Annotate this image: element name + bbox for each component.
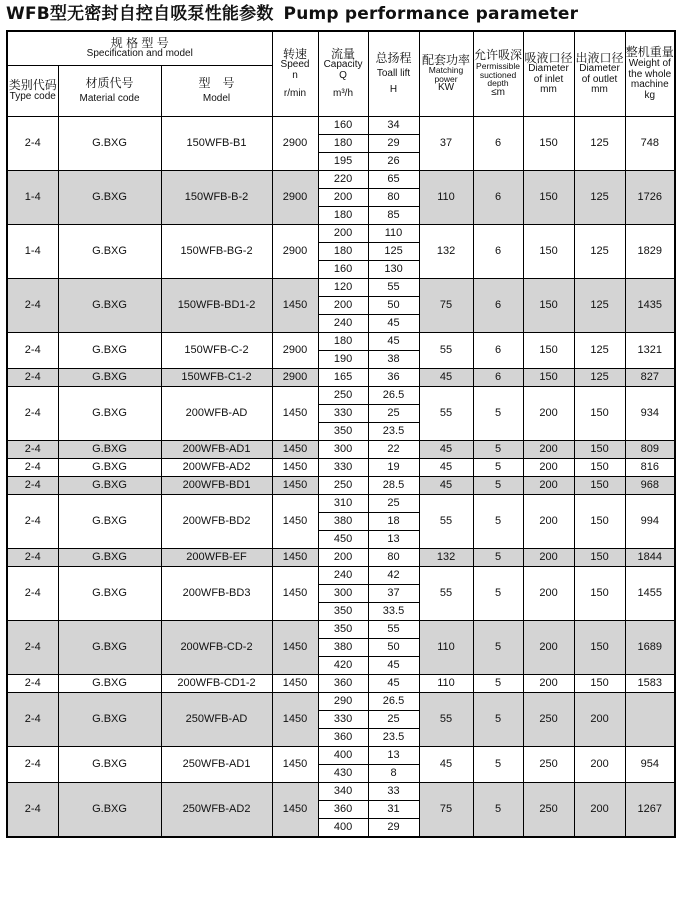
power-cell: 132: [419, 224, 473, 278]
table-row: [7, 386, 675, 404]
speed-cell: 2900: [272, 116, 318, 170]
outlet-header: 出液口径 Diameter of outlet mm: [574, 31, 625, 116]
capacity-cell: 330: [318, 710, 368, 728]
speed-cell: 1450: [272, 674, 318, 692]
suction-depth-cell: 5: [473, 692, 523, 746]
capacity-cell: 300: [318, 584, 368, 602]
title-zh: WFB型无密封自控自吸泵性能参数: [6, 4, 274, 24]
weight-cell: [625, 692, 675, 746]
suction-depth-cell: 6: [473, 224, 523, 278]
speed-cell: 1450: [272, 620, 318, 674]
suction-depth-cell: 5: [473, 620, 523, 674]
model-cell: 200WFB-BD1: [161, 476, 272, 494]
type-code-header: 类别代码 Type code: [7, 65, 58, 116]
speed-cell: 1450: [272, 458, 318, 476]
lift-cell: 25: [368, 494, 419, 512]
capacity-cell: 180: [318, 242, 368, 260]
speed-cell: 1450: [272, 782, 318, 837]
inlet-diameter-cell: 250: [523, 692, 574, 746]
weight-cell: 827: [625, 368, 675, 386]
lift-cell: 37: [368, 584, 419, 602]
lift-cell: 33.5: [368, 602, 419, 620]
outlet-diameter-cell: 150: [574, 458, 625, 476]
weight-cell: 1726: [625, 170, 675, 224]
table-row: [7, 746, 675, 764]
speed-cell: 2900: [272, 170, 318, 224]
table-row: [7, 368, 675, 386]
table-row: [7, 476, 675, 494]
outlet-diameter-cell: 150: [574, 476, 625, 494]
weight-cell: 748: [625, 116, 675, 170]
suction-depth-cell: 5: [473, 476, 523, 494]
speed-cell: 2900: [272, 368, 318, 386]
capacity-cell: 240: [318, 314, 368, 332]
capacity-cell: 380: [318, 638, 368, 656]
lift-cell: 26.5: [368, 692, 419, 710]
power-cell: 37: [419, 116, 473, 170]
title-en: Pump performance parameter: [283, 4, 579, 24]
model-cell: 200WFB-BD2: [161, 494, 272, 548]
material-code-cell: G.BXG: [58, 494, 161, 548]
speed-cell: 1450: [272, 476, 318, 494]
material-code-header: 材质代号 Material code: [58, 65, 161, 116]
lift-cell: 130: [368, 260, 419, 278]
inlet-header: 吸液口径 Diameter of inlet mm: [523, 31, 574, 116]
lift-cell: 45: [368, 332, 419, 350]
outlet-diameter-cell: 125: [574, 224, 625, 278]
type-code-cell: 1-4: [7, 170, 58, 224]
outlet-diameter-cell: 125: [574, 368, 625, 386]
lift-cell: 65: [368, 170, 419, 188]
capacity-cell: 420: [318, 656, 368, 674]
suction-depth-cell: 5: [473, 494, 523, 548]
weight-cell: 968: [625, 476, 675, 494]
capacity-cell: 340: [318, 782, 368, 800]
outlet-diameter-cell: 125: [574, 278, 625, 332]
capacity-cell: 250: [318, 386, 368, 404]
inlet-diameter-cell: 200: [523, 458, 574, 476]
table-row: [7, 494, 675, 512]
lift-cell: 19: [368, 458, 419, 476]
model-cell: 150WFB-BD1-2: [161, 278, 272, 332]
power-cell: 45: [419, 368, 473, 386]
inlet-diameter-cell: 200: [523, 566, 574, 620]
lift-cell: 110: [368, 224, 419, 242]
lift-cell: 28.5: [368, 476, 419, 494]
suction-depth-cell: 5: [473, 674, 523, 692]
weight-cell: 1689: [625, 620, 675, 674]
lift-cell: 29: [368, 818, 419, 837]
weight-cell: 934: [625, 386, 675, 440]
lift-cell: 23.5: [368, 422, 419, 440]
capacity-cell: 430: [318, 764, 368, 782]
model-cell: 150WFB-B-2: [161, 170, 272, 224]
type-code-cell: 2-4: [7, 440, 58, 458]
power-cell: 45: [419, 746, 473, 782]
inlet-diameter-cell: 150: [523, 170, 574, 224]
outlet-diameter-cell: 200: [574, 782, 625, 837]
lift-cell: 42: [368, 566, 419, 584]
inlet-diameter-cell: 200: [523, 620, 574, 674]
power-cell: 110: [419, 620, 473, 674]
capacity-cell: 240: [318, 566, 368, 584]
inlet-diameter-cell: 200: [523, 440, 574, 458]
suction-depth-cell: 6: [473, 368, 523, 386]
table-row: [7, 548, 675, 566]
material-code-cell: G.BXG: [58, 746, 161, 782]
suction-depth-cell: 6: [473, 170, 523, 224]
material-code-cell: G.BXG: [58, 782, 161, 837]
table-row: [7, 440, 675, 458]
lift-cell: 50: [368, 638, 419, 656]
power-cell: 75: [419, 278, 473, 332]
capacity-cell: 360: [318, 674, 368, 692]
model-cell: 150WFB-C1-2: [161, 368, 272, 386]
outlet-diameter-cell: 125: [574, 116, 625, 170]
lift-cell: 80: [368, 188, 419, 206]
power-cell: 132: [419, 548, 473, 566]
material-code-cell: G.BXG: [58, 440, 161, 458]
weight-cell: 1455: [625, 566, 675, 620]
suction-depth-cell: 5: [473, 458, 523, 476]
inlet-diameter-cell: 250: [523, 746, 574, 782]
model-cell: 200WFB-EF: [161, 548, 272, 566]
type-code-cell: 2-4: [7, 476, 58, 494]
table-row: [7, 170, 675, 188]
capacity-cell: 400: [318, 818, 368, 837]
capacity-cell: 180: [318, 134, 368, 152]
model-cell: 200WFB-AD2: [161, 458, 272, 476]
lift-cell: 36: [368, 368, 419, 386]
speed-cell: 1450: [272, 440, 318, 458]
model-cell: 250WFB-AD2: [161, 782, 272, 837]
material-code-cell: G.BXG: [58, 170, 161, 224]
capacity-cell: 360: [318, 800, 368, 818]
lift-cell: 55: [368, 278, 419, 296]
capacity-cell: 360: [318, 728, 368, 746]
lift-cell: 18: [368, 512, 419, 530]
inlet-diameter-cell: 200: [523, 548, 574, 566]
suction-depth-cell: 5: [473, 548, 523, 566]
weight-cell: 954: [625, 746, 675, 782]
weight-cell: 1829: [625, 224, 675, 278]
inlet-diameter-cell: 200: [523, 674, 574, 692]
material-code-cell: G.BXG: [58, 278, 161, 332]
capacity-cell: 220: [318, 170, 368, 188]
outlet-diameter-cell: 150: [574, 566, 625, 620]
lift-cell: 26: [368, 152, 419, 170]
lift-cell: 45: [368, 674, 419, 692]
outlet-diameter-cell: 200: [574, 746, 625, 782]
capacity-cell: 160: [318, 260, 368, 278]
speed-cell: 1450: [272, 278, 318, 332]
lift-cell: 23.5: [368, 728, 419, 746]
material-code-cell: G.BXG: [58, 674, 161, 692]
lift-cell: 13: [368, 530, 419, 548]
suction-depth-cell: 6: [473, 116, 523, 170]
capacity-cell: 300: [318, 440, 368, 458]
lift-cell: 13: [368, 746, 419, 764]
capacity-cell: 330: [318, 458, 368, 476]
suction-depth-cell: 5: [473, 566, 523, 620]
table-row: [7, 674, 675, 692]
power-header: 配套功率 Matching power KW: [419, 31, 473, 116]
lift-header: 总扬程 Toall lift H: [368, 31, 419, 116]
inlet-diameter-cell: 150: [523, 368, 574, 386]
type-code-cell: 2-4: [7, 386, 58, 440]
outlet-diameter-cell: 150: [574, 548, 625, 566]
weight-cell: 1321: [625, 332, 675, 368]
lift-cell: 29: [368, 134, 419, 152]
model-cell: 150WFB-C-2: [161, 332, 272, 368]
outlet-diameter-cell: 150: [574, 440, 625, 458]
type-code-cell: 2-4: [7, 692, 58, 746]
lift-cell: 26.5: [368, 386, 419, 404]
capacity-cell: 350: [318, 620, 368, 638]
type-code-cell: 2-4: [7, 278, 58, 332]
inlet-diameter-cell: 150: [523, 116, 574, 170]
page-title: [6, 2, 578, 26]
speed-cell: 1450: [272, 386, 318, 440]
power-cell: 110: [419, 170, 473, 224]
material-code-cell: G.BXG: [58, 692, 161, 746]
material-code-cell: G.BXG: [58, 224, 161, 278]
material-code-cell: G.BXG: [58, 476, 161, 494]
capacity-cell: 200: [318, 548, 368, 566]
type-code-cell: 2-4: [7, 746, 58, 782]
power-cell: 110: [419, 674, 473, 692]
outlet-diameter-cell: 125: [574, 332, 625, 368]
table-row: [7, 620, 675, 638]
capacity-cell: 200: [318, 188, 368, 206]
inlet-diameter-cell: 250: [523, 782, 574, 837]
lift-cell: 125: [368, 242, 419, 260]
lift-cell: 22: [368, 440, 419, 458]
weight-cell: 1435: [625, 278, 675, 332]
table-row: [7, 566, 675, 584]
speed-cell: 1450: [272, 548, 318, 566]
inlet-diameter-cell: 150: [523, 278, 574, 332]
capacity-cell: 400: [318, 746, 368, 764]
outlet-diameter-cell: 150: [574, 620, 625, 674]
type-code-cell: 2-4: [7, 368, 58, 386]
speed-cell: 1450: [272, 494, 318, 548]
weight-header: 整机重量 Weight of the whole machine kg: [625, 31, 675, 116]
outlet-diameter-cell: 150: [574, 386, 625, 440]
speed-cell: 2900: [272, 332, 318, 368]
model-cell: 200WFB-AD1: [161, 440, 272, 458]
inlet-diameter-cell: 200: [523, 386, 574, 440]
pump-performance-table: [6, 30, 676, 838]
power-cell: 55: [419, 566, 473, 620]
power-cell: 55: [419, 494, 473, 548]
material-code-cell: G.BXG: [58, 116, 161, 170]
type-code-cell: 2-4: [7, 674, 58, 692]
power-cell: 45: [419, 458, 473, 476]
power-cell: 45: [419, 476, 473, 494]
weight-cell: 1267: [625, 782, 675, 837]
table-row: [7, 458, 675, 476]
material-code-cell: G.BXG: [58, 620, 161, 674]
outlet-diameter-cell: 200: [574, 692, 625, 746]
capacity-cell: 190: [318, 350, 368, 368]
material-code-cell: G.BXG: [58, 368, 161, 386]
power-cell: 55: [419, 386, 473, 440]
table-body: [7, 116, 675, 837]
type-code-cell: 2-4: [7, 116, 58, 170]
capacity-cell: 180: [318, 332, 368, 350]
lift-cell: 45: [368, 314, 419, 332]
capacity-cell: 160: [318, 116, 368, 134]
lift-cell: 31: [368, 800, 419, 818]
speed-cell: 1450: [272, 566, 318, 620]
lift-cell: 34: [368, 116, 419, 134]
capacity-cell: 195: [318, 152, 368, 170]
outlet-diameter-cell: 150: [574, 674, 625, 692]
type-code-cell: 2-4: [7, 782, 58, 837]
model-cell: 250WFB-AD1: [161, 746, 272, 782]
speed-cell: 1450: [272, 692, 318, 746]
capacity-cell: 450: [318, 530, 368, 548]
outlet-diameter-cell: 150: [574, 494, 625, 548]
model-cell: 200WFB-AD: [161, 386, 272, 440]
capacity-cell: 380: [318, 512, 368, 530]
lift-cell: 85: [368, 206, 419, 224]
inlet-diameter-cell: 150: [523, 224, 574, 278]
weight-cell: 809: [625, 440, 675, 458]
type-code-cell: 2-4: [7, 332, 58, 368]
power-cell: 75: [419, 782, 473, 837]
speed-cell: 2900: [272, 224, 318, 278]
capacity-cell: 165: [318, 368, 368, 386]
model-cell: 200WFB-CD-2: [161, 620, 272, 674]
capacity-cell: 330: [318, 404, 368, 422]
type-code-cell: 2-4: [7, 494, 58, 548]
capacity-cell: 350: [318, 422, 368, 440]
lift-cell: 33: [368, 782, 419, 800]
lift-cell: 38: [368, 350, 419, 368]
capacity-cell: 350: [318, 602, 368, 620]
capacity-cell: 180: [318, 206, 368, 224]
spec-header: 规 格 型 号 Specification and model: [7, 31, 272, 65]
model-cell: 250WFB-AD: [161, 692, 272, 746]
capacity-cell: 310: [318, 494, 368, 512]
power-cell: 45: [419, 440, 473, 458]
speed-cell: 1450: [272, 746, 318, 782]
capacity-cell: 250: [318, 476, 368, 494]
table-row: [7, 782, 675, 800]
suction-header: 允许吸深 Permissible suctioned depth ≤m: [473, 31, 523, 116]
weight-cell: 994: [625, 494, 675, 548]
suction-depth-cell: 6: [473, 332, 523, 368]
model-cell: 200WFB-BD3: [161, 566, 272, 620]
table-row: [7, 224, 675, 242]
lift-cell: 25: [368, 404, 419, 422]
table-row: [7, 278, 675, 296]
material-code-cell: G.BXG: [58, 566, 161, 620]
lift-cell: 45: [368, 656, 419, 674]
model-cell: 200WFB-CD1-2: [161, 674, 272, 692]
capacity-cell: 200: [318, 224, 368, 242]
type-code-cell: 2-4: [7, 548, 58, 566]
weight-cell: 1844: [625, 548, 675, 566]
inlet-diameter-cell: 200: [523, 476, 574, 494]
lift-cell: 25: [368, 710, 419, 728]
suction-depth-cell: 5: [473, 782, 523, 837]
weight-cell: 1583: [625, 674, 675, 692]
suction-depth-cell: 5: [473, 746, 523, 782]
inlet-diameter-cell: 200: [523, 494, 574, 548]
lift-cell: 50: [368, 296, 419, 314]
lift-cell: 80: [368, 548, 419, 566]
power-cell: 55: [419, 692, 473, 746]
model-cell: 150WFB-B1: [161, 116, 272, 170]
model-cell: 150WFB-BG-2: [161, 224, 272, 278]
lift-cell: 55: [368, 620, 419, 638]
material-code-cell: G.BXG: [58, 548, 161, 566]
capacity-cell: 290: [318, 692, 368, 710]
lift-cell: 8: [368, 764, 419, 782]
material-code-cell: G.BXG: [58, 458, 161, 476]
capacity-cell: 200: [318, 296, 368, 314]
type-code-cell: 2-4: [7, 566, 58, 620]
speed-header: 转速 Speed n r/min: [272, 31, 318, 116]
suction-depth-cell: 5: [473, 386, 523, 440]
material-code-cell: G.BXG: [58, 386, 161, 440]
weight-cell: 816: [625, 458, 675, 476]
model-header: 型 号 Model: [161, 65, 272, 116]
outlet-diameter-cell: 125: [574, 170, 625, 224]
suction-depth-cell: 5: [473, 440, 523, 458]
type-code-cell: 2-4: [7, 458, 58, 476]
inlet-diameter-cell: 150: [523, 332, 574, 368]
capacity-cell: 120: [318, 278, 368, 296]
table-row: [7, 116, 675, 134]
table-row: [7, 692, 675, 710]
capacity-header: 流量 Capacity Q m³/h: [318, 31, 368, 116]
power-cell: 55: [419, 332, 473, 368]
type-code-cell: 2-4: [7, 620, 58, 674]
material-code-cell: G.BXG: [58, 332, 161, 368]
type-code-cell: 1-4: [7, 224, 58, 278]
table-row: [7, 332, 675, 350]
suction-depth-cell: 6: [473, 278, 523, 332]
